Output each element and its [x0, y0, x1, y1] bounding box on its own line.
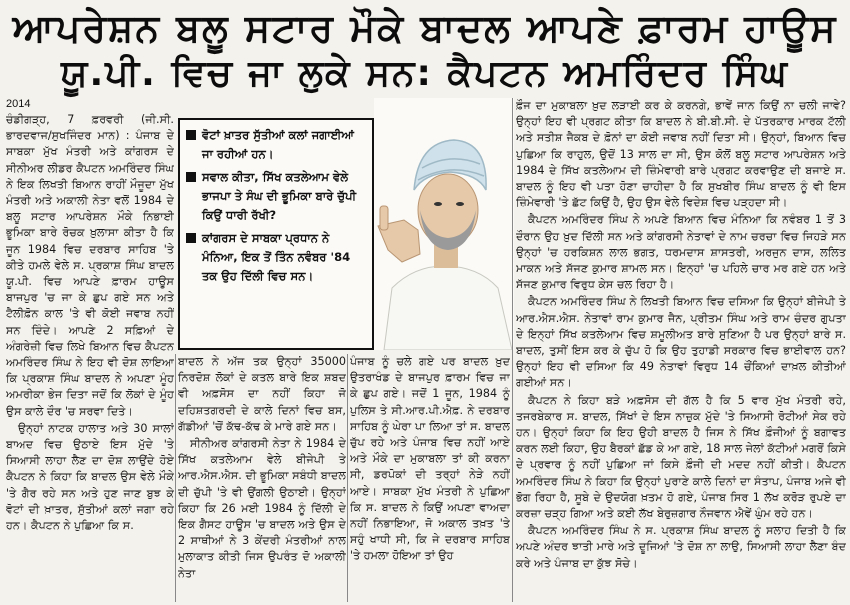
highlight-item — [186, 126, 366, 164]
headline-line-2: ਯੂ.ਪੀ. ਵਿਚ ਜਾ ਲੁਕੇ ਸਨ: ਕੈਪਟਨ ਅਮਰਿੰਦਰ ਸਿੰਘ — [61, 53, 789, 94]
bullet-square-icon — [186, 233, 196, 243]
paragraph: ਕੈਪਟਨ ਅਮਰਿੰਦਰ ਸਿੰਘ ਨੇ ਲਿਖਤੀ ਬਿਆਨ ਵਿਚ ਦਸਿਆ ਕਿ ਉਨ੍ਹਾਂ ਬੀਜੇਪੀ ਤੇ ਆਰ.ਐਸ.ਐਸ. ਨੇਤਾਵਾਂ ਰਾਮ ਕੁਮਾਰ ਜੈਨ, ਪ੍ਰੀਤਮ ਸਿੰਘ ਅਤੇ ਰਾਮ ਚੰਦਰ ਗੁਪਤਾ ਦੇ ਇਨ੍ਹਾਂ ਸਿੱਖ ਕਤਲੇਆਮ ਵਿਚ ਸ਼ਮੂਲੀਅਤ ਬਾਰੇ ਸੁਣਿਆ ਹੈ ਪਰ ਉਨ੍ਹਾਂ ਬਾਰੇ ਸ. ਬਾਦਲ, ਤੁਸੀਂ ਇਸ ਕਰ ਕੇ ਚੁੱਪ ਹੋ ਕਿ ਉਹ ਤੁਹਾਡੀ ਸਰਕਾਰ ਵਿਚ ਭਾਈਵਾਲ ਹਨ? ਉਨ੍ਹਾਂ ਇਹ ਵੀ ਦਸਿਆ ਕਿ 49 ਨੇਤਾਵਾਂ ਵਿਰੁਧ 14 ਚੌਂਕਿਆਂ ਦਾਖ਼ਲ ਕੀਤੀਆਂ ਗਈਆਂ ਸਨ। — [516, 295, 846, 390]
paragraph: ਚੰਡੀਗੜ੍ਹ, 7 ਫ਼ਰਵਰੀ (ਜੀ.ਸੀ. ਭਾਰਦਵਾਜ/ਸੁਖਜਿੰਦਰ ਮਾਨ) : ਪੰਜਾਬ ਦੇ ਸਾਬਕਾ ਮੁੱਖ ਮੰਤਰੀ ਅਤੇ ਕਾਂਗਰਸ ਦੇ ਸੀਨੀਅਰ ਲੀਡਰ ਕੈਪਟਨ ਅਮਰਿੰਦਰ ਸਿੰਘ ਨੇ ਇਕ ਲਿਖਤੀ ਬਿਆਨ ਰਾਹੀਂ ਮੌਜੂਦਾ ਮੁੱਖ ਮੰਤਰੀ ਅਤੇ ਅਕਾਲੀ ਨੇਤਾ ਵਲੋਂ 1984 ਦੇ ਬਲੂ ਸਟਾਰ ਆਪਰੇਸ਼ਨ ਮੌਕੇ ਨਿਭਾਈ ਭੂਮਿਕਾ ਬਾਰੇ ਰੋਚਕ ਖ਼ੁਲਾਸਾ ਕੀਤਾ ਹੈ ਕਿ ਜੂਨ 1984 ਵਿਚ ਦਰਬਾਰ ਸਾਹਿਬ 'ਤੇ ਕੀਤੇ ਹਮਲੇ ਵੇਲੇ ਸ. ਪ੍ਰਕਾਸ਼ ਸਿੰਘ ਬਾਦਲ ਯੂ.ਪੀ. ਵਿਚ ਆਪਣੇ ਫ਼ਾਰਮ ਹਾਊਸ ਬਾਜਪੁਰ 'ਚ ਜਾ ਕੇ ਛੁਪ ਗਏ ਸਨ ਅਤੇ ਟੈਲੀਫ਼ੋਨ ਕਾਲ 'ਤੇ ਵੀ ਕੋਈ ਜਵਾਬ ਨਹੀਂ ਸਨ ਦਿੰਦੇ। ਆਪਣੇ 2 ਸਫ਼ਿਆਂ ਦੇ ਅੰਗਰੇਜ਼ੀ ਵਿਚ ਲਿਖੇ ਬਿਆਨ ਵਿਚ ਕੈਪਟਨ ਅਮਰਿੰਦਰ ਸਿੰਘ ਨੇ ਇਹ ਵੀ ਦੋਸ਼ ਲਾਇਆ ਕਿ ਪ੍ਰਕਾਸ਼ ਸਿੰਘ ਬਾਦਲ ਨੇ ਅਪਣਾ ਮੂੰਹ ਅਮਰੀਕਾ ਭੇਜ ਦਿਤਾ ਜਦੋਂ ਕਿ ਲੋਕਾਂ ਦੇ ਮੂੰਹ ਉਸ ਕਾਲੇ ਦੌਰ 'ਚ ਸਰਵਾ ਦਿਤੇ। — [6, 113, 174, 418]
paragraph: ਫ਼ੌਜ ਦਾ ਮੁਕਾਬਲਾ ਖ਼ੁਦ ਲੜਾਈ ਕਰ ਕੇ ਕਰਨਗੇ, ਭਾਵੇਂ ਜਾਨ ਕਿਉਂ ਨਾ ਚਲੀ ਜਾਵੇ? ਉਨ੍ਹਾਂ ਇਹ ਵੀ ਪ੍ਰਗਟ ਕੀਤਾ ਕਿ ਬਾਦਲ ਨੇ ਬੀ.ਬੀ.ਸੀ. ਦੇ ਪੱਤਰਕਾਰ ਮਾਰਕ ਟੱਲੀ ਅਤੇ ਸਤੀਸ਼ ਜੈਕਬ ਦੇ ਫ਼ੋਨਾਂ ਦਾ ਕੋਈ ਜਵਾਬ ਨਹੀਂ ਦਿਤਾ ਸੀ। ਉਨ੍ਹਾਂ, ਬਿਆਨ ਵਿਚ ਪੁਛਿਆ ਕਿ ਰਾਹੁਲ, ਉਦੋਂ 13 ਸਾਲ ਦਾ ਸੀ, ਉਸ ਕੋਲੋਂ ਬਲੂ ਸਟਾਰ ਆਪਰੇਸ਼ਨ ਅਤੇ 1984 ਦੇ ਸਿੱਖ ਕਤਲੇਆਮ ਦੀ ਜ਼ਿੰਮੇਵਾਰੀ ਬਾਰੇ ਪ੍ਰਗਟ ਕਰਵਾਉਣ ਦੀ ਬਜਾਏ ਸ. ਬਾਦਲ ਨੂੰ ਇਹ ਵੀ ਪਤਾ ਹੋਣਾ ਚਾਹੀਦਾ ਹੈ ਕਿ ਸੁਖਬੀਰ ਸਿੰਘ ਬਾਦਲ ਨੂੰ ਵੀ ਇਸ ਜ਼ਿੰਮੇਵਾਰੀ 'ਤੇ ਛੱਟ ਕਿਉਂ ਹੈ, ਉਹ ਉਸ ਵੇਲੇ ਵਿਦੇਸ਼ ਵਿਚ ਪੜ੍ਹਦਾ ਸੀ। — [516, 99, 846, 210]
paragraph: ਪੰਜਾਬ ਨੂੰ ਚਲੇ ਗਏ ਪਰ ਬਾਦਲ ਖ਼ੁਦ ਉਤਰਾਖੰਡ ਦੇ ਬਾਜਪੁਰ ਫ਼ਾਰਮ ਵਿਚ ਜਾ ਕੇ ਛੁਪ ਗਏ। ਜਦੋਂ 1 ਜੂਨ, 1984 ਨੂੰ ਪੁਲਿਸ ਤੇ ਸੀ.ਆਰ.ਪੀ.ਐਫ਼. ਨੇ ਦਰਬਾਰ ਸਾਹਿਬ ਨੂੰ ਘੇਰਾ ਪਾ ਲਿਆ ਤਾਂ ਸ. ਬਾਦਲ ਚੁੱਪ ਰਹੇ ਅਤੇ ਪੰਜਾਬ ਵਿਚ ਨਹੀਂ ਆਏ ਅਤੇ ਮੌਕੇ ਦਾ ਮੁਕਾਬਲਾ ਤਾਂ ਕੀ ਕਰਨਾ ਸੀ, ਡਰਪੋਕਾਂ ਦੀ ਤਰ੍ਹਾਂ ਨੇੜੇ ਨਹੀਂ ਆਏ। ਸਾਬਕਾ ਮੁੱਖ ਮੰਤਰੀ ਨੇ ਪੁਛਿਆ ਕਿ ਸ. ਬਾਦਲ ਨੇ ਕਿਉਂ ਅਪਣਾ ਵਾਅਦਾ ਨਹੀਂ ਨਿਭਾਇਆ, ਜੋ ਅਕਾਲ ਤਖ਼ਤ 'ਤੇ ਸਹੁੰ ਖਾਧੀ ਸੀ, ਕਿ ਜੇ ਦਰਬਾਰ ਸਾਹਿਬ 'ਤੇ ਹਮਲਾ ਹੋਇਆ ਤਾਂ ਉਹ — [350, 355, 510, 563]
highlight-text: ਕਾਂਗਰਸ ਦੇ ਸਾਬਕਾ ਪ੍ਰਧਾਨ ਨੇ ਮੰਨਿਆ, ਇਕ ਤੋਂ ਤਿੰਨ ਨਵੰਬਰ '84 ਤਕ ਉਹ ਦਿੱਲੀ ਵਿਚ ਸਨ। — [202, 231, 351, 283]
article-column-2 — [178, 354, 346, 602]
highlight-text: ਸਵਾਲ ਕੀਤਾ, ਸਿੱਖ ਕਤਲੇਆਮ ਵੇਲੇ ਭਾਜਪਾ ਤੇ ਸੰਘ ਦੀ ਭੂਮਿਕਾ ਬਾਰੇ ਚੁੱਪੀ ਕਿਉਂ ਧਾਰੀ ਰੱਖੀ? — [202, 170, 357, 222]
article-column-3 — [350, 354, 510, 602]
article-column-4 — [516, 98, 846, 602]
man-in-turban-icon — [374, 98, 514, 350]
paragraph: ਉਨ੍ਹਾਂ ਨਾਟਕ ਹਾਲਾਤ ਅਤੇ 30 ਸਾਲਾਂ ਬਾਅਦ ਵਿਚ ਉਠਾਏ ਇਸ ਮੁੱਦੇ 'ਤੇ ਸਿਆਸੀ ਲਾਹਾ ਲੈਣ ਦਾ ਦੋਸ਼ ਲਾਉਂਦੇ ਹੋਏ ਕੈਪਟਨ ਨੇ ਕਿਹਾ ਕਿ ਬਾਦਲ ਉਸ ਵੇਲੇ ਮੌਕੇ 'ਤੇ ਗੈਰ ਰਹੇ ਸਨ ਅਤੇ ਹੁਣ ਜਾਣ ਬੁਝ ਕੇ ਵੋਟਾਂ ਦੀ ਖ਼ਾਤਰ, ਸੁੱਤੀਆਂ ਕਲਾਂ ਜਗਾ ਰਹੇ ਹਨ। ਕੈਪਟਨ ਨੇ ਪੁਛਿਆ ਕਿ ਸ. — [6, 421, 174, 533]
paragraph: ਕੈਪਟਨ ਅਮਰਿੰਦਰ ਸਿੰਘ ਨੇ ਅਪਣੇ ਬਿਆਨ ਵਿਚ ਮੰਨਿਆ ਕਿ ਨਵੰਬਰ 1 ਤੋਂ 3 ਦੌਰਾਨ ਉਹ ਖ਼ੁਦ ਦਿੱਲੀ ਸਨ ਅਤੇ ਕਾਂਗਰਸੀ ਨੇਤਾਵਾਂ ਦੇ ਨਾਮ ਚਰਚਾ ਵਿਚ ਜਿਹੜੇ ਸਨ ਉਨ੍ਹਾਂ 'ਚ ਹਰਕਿਸ਼ਨ ਲਾਲ ਭਗਤ, ਧਰਮਦਾਸ ਸ਼ਾਸਤਰੀ, ਅਰਜੁਨ ਦਾਸ, ਲਲਿਤ ਮਾਕਨ ਅਤੇ ਸੱਜਣ ਕੁਮਾਰ ਸ਼ਾਮਲ ਸਨ। ਇਨ੍ਹਾਂ 'ਚ ਪਹਿਲੇ ਚਾਰ ਮਰ ਗਏ ਹਨ ਅਤੇ ਸੱਜਣ ਕੁਮਾਰ ਵਿਰੁਧ ਕੇਸ ਚਲ ਰਿਹਾ ਹੈ। — [516, 213, 846, 292]
column-divider — [175, 354, 176, 602]
year-label: 2014 — [6, 98, 31, 110]
headline-line-1: ਆਪਰੇਸ਼ਨ ਬਲੂ ਸਟਾਰ ਮੌਕੇ ਬਾਦਲ ਆਪਣੇ ਫ਼ਾਰਮ ਹਾਊਸ — [12, 6, 838, 50]
paragraph: ਕੈਪਟਨ ਅਮਰਿੰਦਰ ਸਿੰਘ ਨੇ ਸ. ਪ੍ਰਕਾਸ਼ ਸਿੰਘ ਬਾਦਲ ਨੂੰ ਸਲਾਹ ਦਿਤੀ ਹੈ ਕਿ ਅਪਣੇ ਅੰਦਰ ਝਾਤੀ ਮਾਰੇ ਅਤੇ ਦੂਜਿਆਂ 'ਤੇ ਦੋਸ਼ ਨਾ ਲਾਉ, ਸਿਆਸੀ ਲਾਹਾ ਲੈਣਾ ਬੰਦ ਕਰੇ ਅਤੇ ਪੰਜਾਬ ਦਾ ਕੁੱਝ ਸੋਚੇ। — [516, 524, 846, 570]
column-divider — [347, 354, 348, 602]
highlights-box — [178, 118, 374, 350]
bullet-square-icon — [186, 130, 196, 140]
bullet-square-icon — [186, 172, 196, 182]
column-divider — [512, 98, 513, 602]
article-column-1 — [6, 112, 174, 602]
highlight-text: ਵੋਟਾਂ ਖ਼ਾਤਰ ਸੁੱਤੀਆਂ ਕਲਾਂ ਜਗਾਈਆਂ ਜਾ ਰਹੀਆਂ ਹਨ। — [202, 128, 355, 161]
highlight-item — [186, 229, 366, 286]
paragraph: ਬਾਦਲ ਨੇ ਅੱਜ ਤਕ ਉਨ੍ਹਾਂ 35000 ਨਿਰਦੋਸ਼ ਲੋਕਾਂ ਦੇ ਕਤਲ ਬਾਰੇ ਇਕ ਸ਼ਬਦ ਵੀ ਅਫ਼ਸੋਸ ਦਾ ਨਹੀਂ ਕਿਹਾ ਜੋ ਦਹਿਸ਼ਤਗਰਦੀ ਦੇ ਕਾਲੇ ਦਿਨਾਂ ਵਿਚ ਬਸ, ਗੱਡੀਆਂ 'ਚੋਂ ਕੱਢ-ਕੱਢ ਕੇ ਮਾਰੇ ਗਏ ਸਨ। — [178, 355, 346, 433]
portrait-photo — [374, 98, 514, 350]
highlight-item — [186, 168, 366, 225]
paragraph: ਕੈਪਟਨ ਨੇ ਕਿਹਾ ਬੜੇ ਅਫ਼ਸੋਸ ਦੀ ਗੱਲ ਹੈ ਕਿ 5 ਵਾਰ ਮੁੱਖ ਮੰਤਰੀ ਰਹੇ, ਤਜਰਬੇਕਾਰ ਸ. ਬਾਦਲ, ਸਿੱਖਾਂ ਦੇ ਇਸ ਨਾਜ਼ੁਕ ਮੁੱਦੇ 'ਤੇ ਸਿਆਸੀ ਰੋਟੀਆਂ ਸੇਕ ਰਹੇ ਹਨ। ਉਨ੍ਹਾਂ ਕਿਹਾ ਕਿ ਇਹ ਉਹੀ ਬਾਦਲ ਹੈ ਜਿਸ ਨੇ ਸਿੱਖ ਫ਼ੌਜੀਆਂ ਨੂੰ ਬਗਾਵਤ ਕਰਨ ਲਈ ਕਿਹਾ, ਉਹ ਬੈਰਕਾਂ ਛੱਡ ਕੇ ਆ ਗਏ, 18 ਸਾਲ ਜੇਲਾਂ ਕੱਟੀਆਂ ਮਗਰੋਂ ਕਿਸੇ ਦੇ ਪ੍ਰਵਾਰ ਨੂੰ ਨਹੀਂ ਪੁਛਿਆ ਜਾਂ ਕਿਸੇ ਫ਼ੌਜੀ ਦੀ ਮਦਦ ਨਹੀਂ ਕੀਤੀ। ਕੈਪਟਨ ਅਮਰਿੰਦਰ ਸਿੰਘ ਨੇ ਕਿਹਾ ਕਿ ਉਨ੍ਹਾਂ ਪੁਰਾਣੇ ਕਾਲੇ ਦਿਨਾਂ ਦਾ ਸੰਤਾਪ, ਪੰਜਾਬ ਅਜੇ ਵੀ ਭੋਗ ਰਿਹਾ ਹੈ, ਸੂਬੇ ਦੇ ਉਦਯੋਗ ਖ਼ਤਮ ਹੋ ਗਏ, ਪੰਜਾਬ ਸਿਰ 1 ਲੱਖ ਕਰੋੜ ਰੁਪਏ ਦਾ ਕਰਜ਼ਾ ਚੜ੍ਹ ਗਿਆ ਅਤੇ ਕਈ ਲੱਖ ਬੇਰੁਜ਼ਗਾਰ ਨੌਜਵਾਨ ਐਵੇਂ ਘੁੰਮ ਰਹੇ ਹਨ। — [516, 393, 846, 521]
paragraph: ਸੀਨੀਅਰ ਕਾਂਗਰਸੀ ਨੇਤਾ ਨੇ 1984 ਦੇ ਸਿੱਖ ਕਤਲੇਆਮ ਵੇਲੇ ਬੀਜੇਪੀ ਤੇ ਆਰ.ਐਸ.ਐਸ. ਦੀ ਭੂਮਿਕਾ ਸਬੰਧੀ ਬਾਦਲ ਦੀ ਚੁੱਪੀ 'ਤੇ ਵੀ ਉਂਗਲੀ ਉਠਾਈ। ਉਨ੍ਹਾਂ ਕਿਹਾ ਕਿ 26 ਮਈ 1984 ਨੂੰ ਦਿੱਲੀ ਦੇ ਇਕ ਗੈਸਟ ਹਾਊਸ 'ਚ ਬਾਦਲ ਅਤੇ ਉਸ ਦੇ 2 ਸਾਥੀਆਂ ਨੇ 3 ਕੇਂਦਰੀ ਮੰਤਰੀਆਂ ਨਾਲ ਮੁਲਾਕਾਤ ਕੀਤੀ ਜਿਸ ਉਪਰੰਤ ਦੋ ਅਕਾਲੀ ਨੇਤਾ — [178, 437, 346, 580]
